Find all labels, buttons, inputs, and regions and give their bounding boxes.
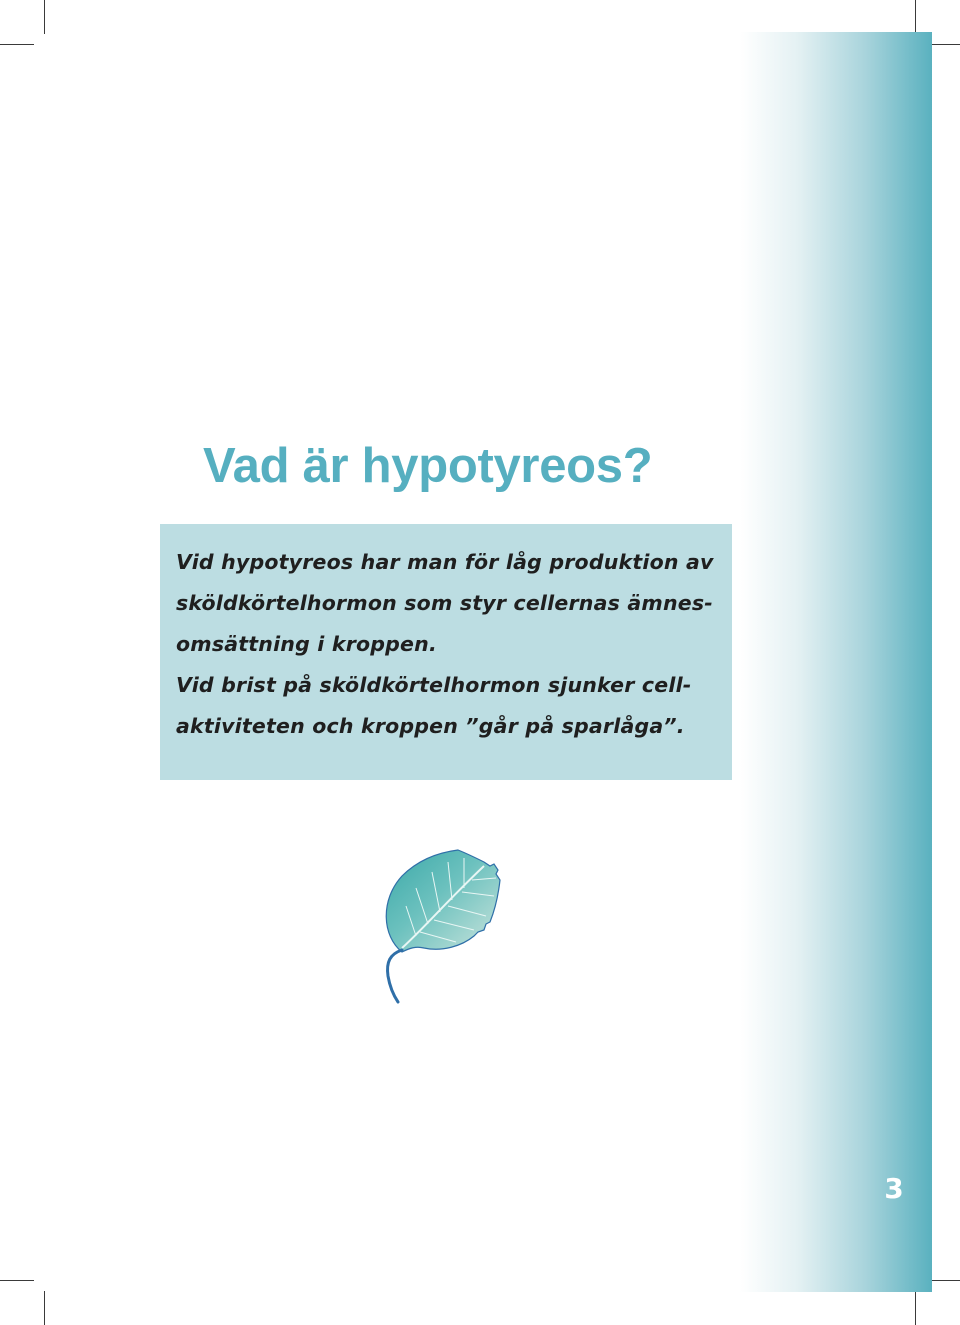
info-line: aktiviteten och kroppen ”går på sparlåga”. <box>176 714 685 738</box>
info-line: Vid hypotyreos har man för låg produktion av <box>176 550 714 574</box>
page-title: Vad är hypotyreos? <box>203 439 653 493</box>
info-line: omsättning i kroppen. <box>176 632 437 656</box>
side-gradient-band <box>740 32 932 1292</box>
crop-mark <box>44 1291 45 1325</box>
info-box <box>160 524 732 780</box>
info-line: sköldkörtelhormon som styr cellernas ämnes- <box>176 591 713 615</box>
page-number: 3 <box>884 1172 904 1205</box>
crop-mark <box>915 1291 916 1325</box>
crop-mark <box>0 44 34 45</box>
info-line: Vid brist på sköldkörtelhormon sjunker cell- <box>176 673 692 697</box>
crop-mark <box>0 1280 34 1281</box>
crop-mark <box>915 0 916 34</box>
crop-mark <box>44 0 45 34</box>
leaf-icon <box>372 844 510 1006</box>
